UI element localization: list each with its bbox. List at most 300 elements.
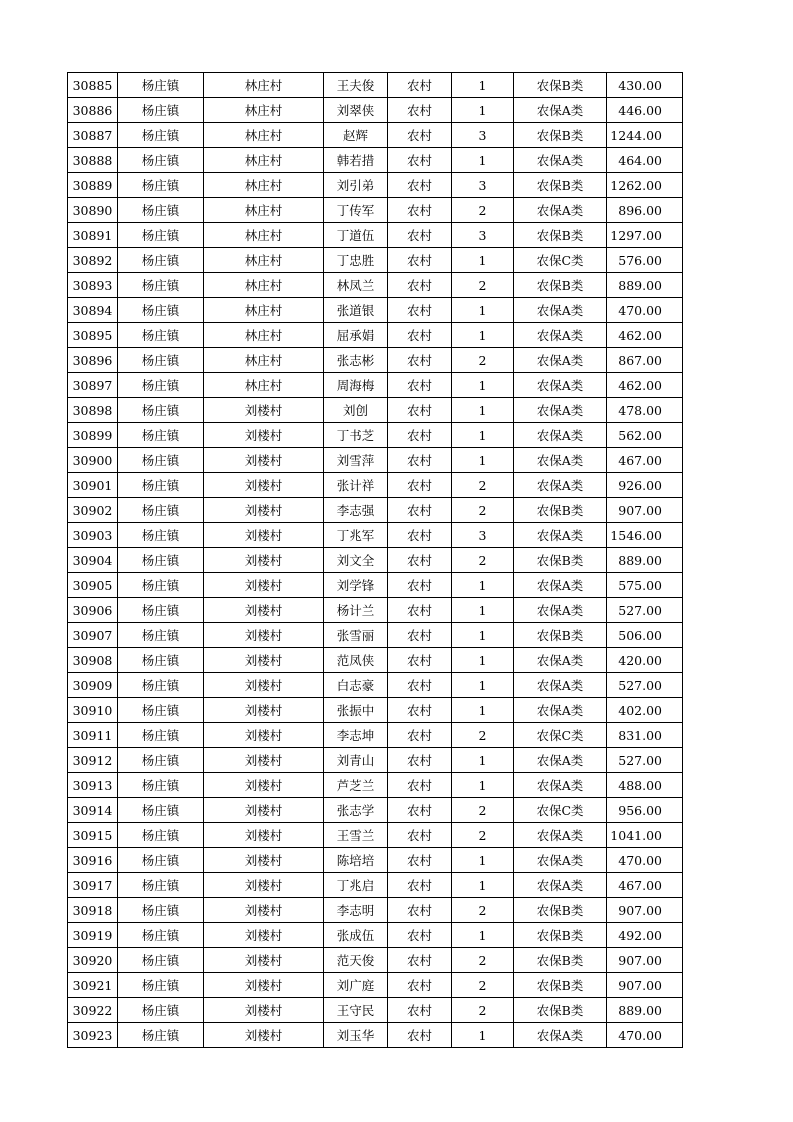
- town-cell: 杨庄镇: [118, 198, 204, 223]
- record-id-cell: 30886: [68, 98, 118, 123]
- town-cell: 杨庄镇: [118, 823, 204, 848]
- table-row: [68, 873, 683, 898]
- town-cell: 杨庄镇: [118, 523, 204, 548]
- record-id-cell: 30901: [68, 473, 118, 498]
- amount-cell: 926.00: [607, 473, 683, 498]
- town-cell: 杨庄镇: [118, 698, 204, 723]
- area-type-cell: 农村: [388, 598, 452, 623]
- household-count-cell: 3: [452, 173, 514, 198]
- record-id-cell: 30906: [68, 598, 118, 623]
- person-name-cell: 刘学锋: [324, 573, 388, 598]
- record-id-cell: 30887: [68, 123, 118, 148]
- household-count-cell: 1: [452, 73, 514, 98]
- household-count-cell: 2: [452, 273, 514, 298]
- insurance-category-cell: 农保B类: [514, 548, 607, 573]
- person-name-cell: 李志强: [324, 498, 388, 523]
- village-cell: 刘楼村: [204, 948, 324, 973]
- household-count-cell: 1: [452, 623, 514, 648]
- table-row: [68, 648, 683, 673]
- table-row: [68, 198, 683, 223]
- household-count-cell: 1: [452, 748, 514, 773]
- town-cell: 杨庄镇: [118, 1023, 204, 1048]
- table-row: [68, 148, 683, 173]
- household-count-cell: 1: [452, 323, 514, 348]
- town-cell: 杨庄镇: [118, 273, 204, 298]
- table-row: [68, 698, 683, 723]
- insurance-category-cell: 农保C类: [514, 798, 607, 823]
- table-row: [68, 248, 683, 273]
- amount-cell: 1297.00: [607, 223, 683, 248]
- record-id-cell: 30900: [68, 448, 118, 473]
- insurance-category-cell: 农保B类: [514, 173, 607, 198]
- village-cell: 刘楼村: [204, 873, 324, 898]
- area-type-cell: 农村: [388, 523, 452, 548]
- village-cell: 刘楼村: [204, 398, 324, 423]
- village-cell: 刘楼村: [204, 423, 324, 448]
- household-count-cell: 2: [452, 723, 514, 748]
- amount-cell: 907.00: [607, 973, 683, 998]
- person-name-cell: 张道银: [324, 298, 388, 323]
- table-row: [68, 848, 683, 873]
- area-type-cell: 农村: [388, 748, 452, 773]
- record-id-cell: 30908: [68, 648, 118, 673]
- village-cell: 刘楼村: [204, 498, 324, 523]
- area-type-cell: 农村: [388, 423, 452, 448]
- town-cell: 杨庄镇: [118, 473, 204, 498]
- table-row: [68, 948, 683, 973]
- household-count-cell: 2: [452, 948, 514, 973]
- person-name-cell: 刘青山: [324, 748, 388, 773]
- town-cell: 杨庄镇: [118, 923, 204, 948]
- person-name-cell: 张志学: [324, 798, 388, 823]
- amount-cell: 462.00: [607, 373, 683, 398]
- record-id-cell: 30895: [68, 323, 118, 348]
- insurance-category-cell: 农保A类: [514, 848, 607, 873]
- insurance-category-cell: 农保B类: [514, 73, 607, 98]
- insurance-category-cell: 农保C类: [514, 723, 607, 748]
- area-type-cell: 农村: [388, 648, 452, 673]
- village-cell: 林庄村: [204, 173, 324, 198]
- town-cell: 杨庄镇: [118, 998, 204, 1023]
- insurance-category-cell: 农保B类: [514, 498, 607, 523]
- person-name-cell: 刘玉华: [324, 1023, 388, 1048]
- town-cell: 杨庄镇: [118, 148, 204, 173]
- table-row: [68, 398, 683, 423]
- person-name-cell: 王守民: [324, 998, 388, 1023]
- insurance-category-cell: 农保B类: [514, 923, 607, 948]
- town-cell: 杨庄镇: [118, 73, 204, 98]
- amount-cell: 467.00: [607, 448, 683, 473]
- town-cell: 杨庄镇: [118, 173, 204, 198]
- amount-cell: 420.00: [607, 648, 683, 673]
- table-row: [68, 323, 683, 348]
- amount-cell: 527.00: [607, 748, 683, 773]
- town-cell: 杨庄镇: [118, 348, 204, 373]
- town-cell: 杨庄镇: [118, 548, 204, 573]
- town-cell: 杨庄镇: [118, 98, 204, 123]
- person-name-cell: 丁道伍: [324, 223, 388, 248]
- household-count-cell: 2: [452, 798, 514, 823]
- household-count-cell: 1: [452, 1023, 514, 1048]
- area-type-cell: 农村: [388, 548, 452, 573]
- person-name-cell: 刘雪萍: [324, 448, 388, 473]
- household-count-cell: 1: [452, 673, 514, 698]
- table-row: [68, 173, 683, 198]
- person-name-cell: 王夫俊: [324, 73, 388, 98]
- record-id-cell: 30915: [68, 823, 118, 848]
- amount-cell: 446.00: [607, 98, 683, 123]
- household-count-cell: 1: [452, 448, 514, 473]
- area-type-cell: 农村: [388, 573, 452, 598]
- amount-cell: 1041.00: [607, 823, 683, 848]
- area-type-cell: 农村: [388, 123, 452, 148]
- town-cell: 杨庄镇: [118, 123, 204, 148]
- insurance-category-cell: 农保B类: [514, 223, 607, 248]
- village-cell: 林庄村: [204, 348, 324, 373]
- amount-cell: 402.00: [607, 698, 683, 723]
- person-name-cell: 张志彬: [324, 348, 388, 373]
- town-cell: 杨庄镇: [118, 298, 204, 323]
- village-cell: 林庄村: [204, 148, 324, 173]
- household-count-cell: 2: [452, 898, 514, 923]
- insurance-category-cell: 农保A类: [514, 448, 607, 473]
- household-count-cell: 3: [452, 123, 514, 148]
- insurance-category-cell: 农保A类: [514, 423, 607, 448]
- person-name-cell: 李志坤: [324, 723, 388, 748]
- amount-cell: 430.00: [607, 73, 683, 98]
- town-cell: 杨庄镇: [118, 248, 204, 273]
- household-count-cell: 1: [452, 98, 514, 123]
- table-row: [68, 273, 683, 298]
- insurance-category-cell: 农保A类: [514, 648, 607, 673]
- record-id-cell: 30896: [68, 348, 118, 373]
- amount-cell: 562.00: [607, 423, 683, 448]
- area-type-cell: 农村: [388, 223, 452, 248]
- town-cell: 杨庄镇: [118, 398, 204, 423]
- area-type-cell: 农村: [388, 823, 452, 848]
- town-cell: 杨庄镇: [118, 898, 204, 923]
- record-id-cell: 30923: [68, 1023, 118, 1048]
- village-cell: 林庄村: [204, 323, 324, 348]
- record-id-cell: 30918: [68, 898, 118, 923]
- household-count-cell: 2: [452, 548, 514, 573]
- area-type-cell: 农村: [388, 948, 452, 973]
- table-row: [68, 673, 683, 698]
- village-cell: 刘楼村: [204, 848, 324, 873]
- town-cell: 杨庄镇: [118, 948, 204, 973]
- person-name-cell: 张计祥: [324, 473, 388, 498]
- area-type-cell: 农村: [388, 773, 452, 798]
- amount-cell: 470.00: [607, 298, 683, 323]
- household-count-cell: 1: [452, 648, 514, 673]
- amount-cell: 956.00: [607, 798, 683, 823]
- record-id-cell: 30903: [68, 523, 118, 548]
- amount-cell: 889.00: [607, 998, 683, 1023]
- village-cell: 刘楼村: [204, 623, 324, 648]
- town-cell: 杨庄镇: [118, 448, 204, 473]
- area-type-cell: 农村: [388, 998, 452, 1023]
- person-name-cell: 赵辉: [324, 123, 388, 148]
- person-name-cell: 陈培培: [324, 848, 388, 873]
- person-name-cell: 范凤侠: [324, 648, 388, 673]
- amount-cell: 470.00: [607, 1023, 683, 1048]
- insurance-category-cell: 农保B类: [514, 123, 607, 148]
- insurance-category-cell: 农保A类: [514, 873, 607, 898]
- insurance-category-cell: 农保A类: [514, 673, 607, 698]
- insurance-category-cell: 农保B类: [514, 998, 607, 1023]
- household-count-cell: 1: [452, 423, 514, 448]
- insurance-category-cell: 农保A类: [514, 373, 607, 398]
- insurance-category-cell: 农保B类: [514, 898, 607, 923]
- insurance-category-cell: 农保B类: [514, 973, 607, 998]
- amount-cell: 464.00: [607, 148, 683, 173]
- table-row: [68, 1023, 683, 1048]
- town-cell: 杨庄镇: [118, 873, 204, 898]
- insurance-category-cell: 农保A类: [514, 523, 607, 548]
- insurance-category-cell: 农保A类: [514, 773, 607, 798]
- village-cell: 刘楼村: [204, 673, 324, 698]
- village-cell: 刘楼村: [204, 773, 324, 798]
- amount-cell: 867.00: [607, 348, 683, 373]
- area-type-cell: 农村: [388, 98, 452, 123]
- record-id-cell: 30889: [68, 173, 118, 198]
- household-count-cell: 1: [452, 598, 514, 623]
- village-cell: 刘楼村: [204, 898, 324, 923]
- village-cell: 刘楼村: [204, 648, 324, 673]
- record-id-cell: 30919: [68, 923, 118, 948]
- town-cell: 杨庄镇: [118, 623, 204, 648]
- table-row: [68, 448, 683, 473]
- record-id-cell: 30904: [68, 548, 118, 573]
- village-cell: 林庄村: [204, 373, 324, 398]
- town-cell: 杨庄镇: [118, 723, 204, 748]
- amount-cell: 907.00: [607, 498, 683, 523]
- area-type-cell: 农村: [388, 398, 452, 423]
- town-cell: 杨庄镇: [118, 573, 204, 598]
- household-count-cell: 1: [452, 573, 514, 598]
- table-row: [68, 998, 683, 1023]
- person-name-cell: 芦芝兰: [324, 773, 388, 798]
- village-cell: 刘楼村: [204, 723, 324, 748]
- town-cell: 杨庄镇: [118, 373, 204, 398]
- area-type-cell: 农村: [388, 323, 452, 348]
- record-id-cell: 30894: [68, 298, 118, 323]
- table-row: [68, 423, 683, 448]
- person-name-cell: 张成伍: [324, 923, 388, 948]
- household-count-cell: 1: [452, 848, 514, 873]
- person-name-cell: 丁传军: [324, 198, 388, 223]
- table-row: [68, 548, 683, 573]
- person-name-cell: 林凤兰: [324, 273, 388, 298]
- household-count-cell: 1: [452, 373, 514, 398]
- town-cell: 杨庄镇: [118, 798, 204, 823]
- town-cell: 杨庄镇: [118, 648, 204, 673]
- table-row: [68, 473, 683, 498]
- amount-cell: 478.00: [607, 398, 683, 423]
- person-name-cell: 丁忠胜: [324, 248, 388, 273]
- record-id-cell: 30917: [68, 873, 118, 898]
- area-type-cell: 农村: [388, 273, 452, 298]
- household-count-cell: 3: [452, 223, 514, 248]
- village-cell: 林庄村: [204, 223, 324, 248]
- table-row: [68, 923, 683, 948]
- insurance-category-cell: 农保A类: [514, 598, 607, 623]
- area-type-cell: 农村: [388, 373, 452, 398]
- record-id-cell: 30914: [68, 798, 118, 823]
- area-type-cell: 农村: [388, 248, 452, 273]
- insurance-category-cell: 农保B类: [514, 273, 607, 298]
- record-id-cell: 30912: [68, 748, 118, 773]
- household-count-cell: 2: [452, 473, 514, 498]
- town-cell: 杨庄镇: [118, 498, 204, 523]
- record-id-cell: 30899: [68, 423, 118, 448]
- amount-cell: 470.00: [607, 848, 683, 873]
- area-type-cell: 农村: [388, 698, 452, 723]
- area-type-cell: 农村: [388, 148, 452, 173]
- person-name-cell: 王雪兰: [324, 823, 388, 848]
- insurance-category-cell: 农保A类: [514, 1023, 607, 1048]
- village-cell: 林庄村: [204, 98, 324, 123]
- village-cell: 刘楼村: [204, 548, 324, 573]
- household-count-cell: 1: [452, 923, 514, 948]
- record-id-cell: 30902: [68, 498, 118, 523]
- record-id-cell: 30905: [68, 573, 118, 598]
- household-count-cell: 2: [452, 973, 514, 998]
- household-count-cell: 1: [452, 698, 514, 723]
- amount-cell: 506.00: [607, 623, 683, 648]
- person-name-cell: 刘文全: [324, 548, 388, 573]
- household-count-cell: 2: [452, 823, 514, 848]
- area-type-cell: 农村: [388, 73, 452, 98]
- amount-cell: 896.00: [607, 198, 683, 223]
- area-type-cell: 农村: [388, 473, 452, 498]
- record-id-cell: 30885: [68, 73, 118, 98]
- benefit-table: [67, 72, 683, 1048]
- person-name-cell: 屈承娟: [324, 323, 388, 348]
- village-cell: 林庄村: [204, 248, 324, 273]
- table-row: [68, 123, 683, 148]
- amount-cell: 1262.00: [607, 173, 683, 198]
- table-row: [68, 573, 683, 598]
- table-row: [68, 598, 683, 623]
- insurance-category-cell: 农保C类: [514, 248, 607, 273]
- record-id-cell: 30890: [68, 198, 118, 223]
- household-count-cell: 1: [452, 298, 514, 323]
- household-count-cell: 3: [452, 523, 514, 548]
- person-name-cell: 丁兆军: [324, 523, 388, 548]
- table-row: [68, 298, 683, 323]
- record-id-cell: 30907: [68, 623, 118, 648]
- area-type-cell: 农村: [388, 848, 452, 873]
- village-cell: 林庄村: [204, 73, 324, 98]
- record-id-cell: 30921: [68, 973, 118, 998]
- town-cell: 杨庄镇: [118, 223, 204, 248]
- table-row: [68, 73, 683, 98]
- village-cell: 刘楼村: [204, 523, 324, 548]
- amount-cell: 907.00: [607, 948, 683, 973]
- person-name-cell: 李志明: [324, 898, 388, 923]
- table-row: [68, 98, 683, 123]
- town-cell: 杨庄镇: [118, 848, 204, 873]
- village-cell: 刘楼村: [204, 798, 324, 823]
- area-type-cell: 农村: [388, 623, 452, 648]
- village-cell: 林庄村: [204, 123, 324, 148]
- insurance-category-cell: 农保A类: [514, 398, 607, 423]
- person-name-cell: 周海梅: [324, 373, 388, 398]
- household-count-cell: 1: [452, 148, 514, 173]
- amount-cell: 907.00: [607, 898, 683, 923]
- amount-cell: 889.00: [607, 273, 683, 298]
- record-id-cell: 30922: [68, 998, 118, 1023]
- town-cell: 杨庄镇: [118, 598, 204, 623]
- person-name-cell: 杨计兰: [324, 598, 388, 623]
- village-cell: 刘楼村: [204, 473, 324, 498]
- household-count-cell: 2: [452, 348, 514, 373]
- record-id-cell: 30898: [68, 398, 118, 423]
- area-type-cell: 农村: [388, 198, 452, 223]
- person-name-cell: 刘创: [324, 398, 388, 423]
- record-id-cell: 30893: [68, 273, 118, 298]
- insurance-category-cell: 农保A类: [514, 348, 607, 373]
- village-cell: 林庄村: [204, 273, 324, 298]
- record-id-cell: 30916: [68, 848, 118, 873]
- household-count-cell: 1: [452, 773, 514, 798]
- table-row: [68, 348, 683, 373]
- insurance-category-cell: 农保A类: [514, 573, 607, 598]
- person-name-cell: 丁兆启: [324, 873, 388, 898]
- table-row: [68, 773, 683, 798]
- record-id-cell: 30913: [68, 773, 118, 798]
- person-name-cell: 刘广庭: [324, 973, 388, 998]
- village-cell: 林庄村: [204, 298, 324, 323]
- village-cell: 刘楼村: [204, 1023, 324, 1048]
- village-cell: 刘楼村: [204, 448, 324, 473]
- person-name-cell: 刘翠侠: [324, 98, 388, 123]
- area-type-cell: 农村: [388, 173, 452, 198]
- amount-cell: 492.00: [607, 923, 683, 948]
- table-row: [68, 223, 683, 248]
- insurance-category-cell: 农保A类: [514, 98, 607, 123]
- town-cell: 杨庄镇: [118, 973, 204, 998]
- household-count-cell: 1: [452, 248, 514, 273]
- area-type-cell: 农村: [388, 923, 452, 948]
- person-name-cell: 韩若措: [324, 148, 388, 173]
- table-row: [68, 823, 683, 848]
- village-cell: 刘楼村: [204, 748, 324, 773]
- insurance-category-cell: 农保A类: [514, 823, 607, 848]
- area-type-cell: 农村: [388, 723, 452, 748]
- table-body: [68, 73, 683, 1048]
- table-row: [68, 523, 683, 548]
- household-count-cell: 2: [452, 498, 514, 523]
- amount-cell: 467.00: [607, 873, 683, 898]
- amount-cell: 527.00: [607, 598, 683, 623]
- person-name-cell: 范天俊: [324, 948, 388, 973]
- amount-cell: 1244.00: [607, 123, 683, 148]
- insurance-category-cell: 农保B类: [514, 623, 607, 648]
- record-id-cell: 30897: [68, 373, 118, 398]
- area-type-cell: 农村: [388, 448, 452, 473]
- area-type-cell: 农村: [388, 973, 452, 998]
- amount-cell: 576.00: [607, 248, 683, 273]
- amount-cell: 527.00: [607, 673, 683, 698]
- household-count-cell: 2: [452, 198, 514, 223]
- village-cell: 刘楼村: [204, 823, 324, 848]
- town-cell: 杨庄镇: [118, 673, 204, 698]
- person-name-cell: 张振中: [324, 698, 388, 723]
- village-cell: 刘楼村: [204, 923, 324, 948]
- area-type-cell: 农村: [388, 1023, 452, 1048]
